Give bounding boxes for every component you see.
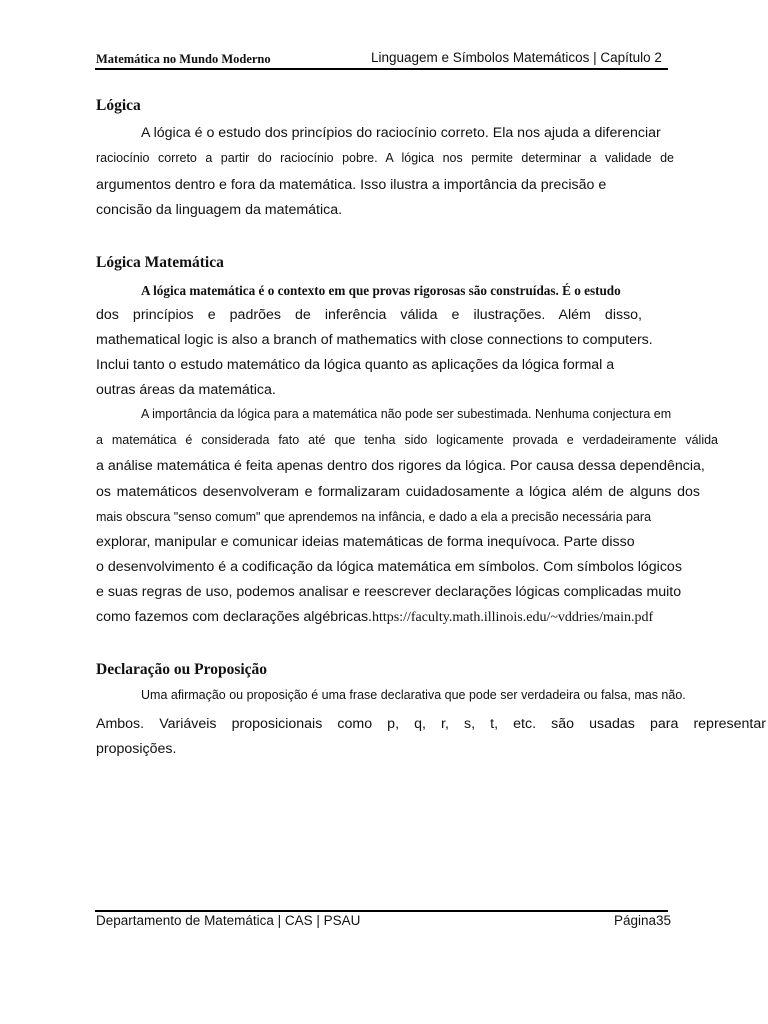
paragraph-line: o desenvolvimento é a codificação da lógica matemática em símbolos. Com símbolos lógicos — [96, 559, 682, 575]
paragraph-line: raciocínio correto a partir do raciocínio pobre. A lógica nos permite determinar a validade de — [96, 151, 674, 165]
paragraph-line: A lógica é o estudo dos princípios do raciocínio correto. Ela nos ajuda a diferenciar — [141, 125, 661, 141]
paragraph-line: dos princípios e padrões de inferência válida e ilustrações. Além disso, — [96, 307, 642, 323]
paragraph-line: a análise matemática é feita apenas dentro dos rigores da lógica. Por causa dessa dependência, — [96, 458, 705, 474]
paragraph-line: A importância da lógica para a matemática não pode ser subestimada. Nenhuma conjectura em — [141, 407, 672, 421]
paragraph-line: proposições. — [96, 741, 177, 757]
paragraph-line: explorar, manipular e comunicar ideias matemáticas de forma inequívoca. Parte disso — [96, 534, 635, 550]
header-chapter-title: Linguagem e Símbolos Matemáticos | Capítulo 2 — [371, 50, 662, 65]
section-heading-declaracao: Declaração ou Proposição — [96, 661, 268, 678]
paragraph-line: mais obscura "senso comum" que aprendemos na infância, e dado a ela a precisão necessária para — [96, 510, 652, 524]
paragraph-line-with-link — [96, 609, 674, 626]
paragraph-lead-line: A lógica matemática é o contexto em que provas rigorosas são construídas. É o estudo — [141, 283, 621, 298]
section-heading-logica: Lógica — [96, 97, 141, 114]
reference-url[interactable]: https://faculty.math.illinois.edu/~vddries/main.pdf — [372, 610, 654, 625]
paragraph-line: os matemáticos desenvolveram e formalizaram cuidadosamente a lógica além de alguns dos — [96, 484, 700, 500]
header-book-title: Matemática no Mundo Moderno — [96, 52, 271, 66]
section-heading-logica-matematica: Lógica Matemática — [96, 254, 224, 271]
paragraph-text: como fazemos com declarações algébricas. — [96, 609, 372, 625]
paragraph-line: a matemática é considerada fato até que tenha sido logicamente provada e verdadeiramente válida — [96, 433, 718, 447]
paragraph-line: outras áreas da matemática. — [96, 382, 276, 398]
paragraph-line: Ambos. Variáveis proposicionais como p, q, r, s, t, etc. são usadas para representar — [96, 716, 766, 732]
footer-rule — [95, 910, 668, 912]
paragraph-line: Uma afirmação ou proposição é uma frase declarativa que pode ser verdadeira ou falsa, mas não. — [141, 688, 686, 702]
paragraph-line: Inclui tanto o estudo matemático da lógica quanto as aplicações da lógica formal a — [96, 357, 615, 373]
footer-department: Departamento de Matemática | CAS | PSAU — [96, 913, 361, 928]
paragraph-line: argumentos dentro e fora da matemática. Isso ilustra a importância da precisão e — [96, 177, 607, 193]
header-rule — [95, 68, 668, 70]
footer-page-number: Página35 — [614, 913, 672, 928]
paragraph-line: mathematical logic is also a branch of mathematics with close connections to computers. — [96, 332, 653, 348]
paragraph-line: e suas regras de uso, podemos analisar e reescrever declarações lógicas complicadas muito — [96, 584, 682, 600]
paragraph-line: concisão da linguagem da matemática. — [96, 202, 343, 218]
